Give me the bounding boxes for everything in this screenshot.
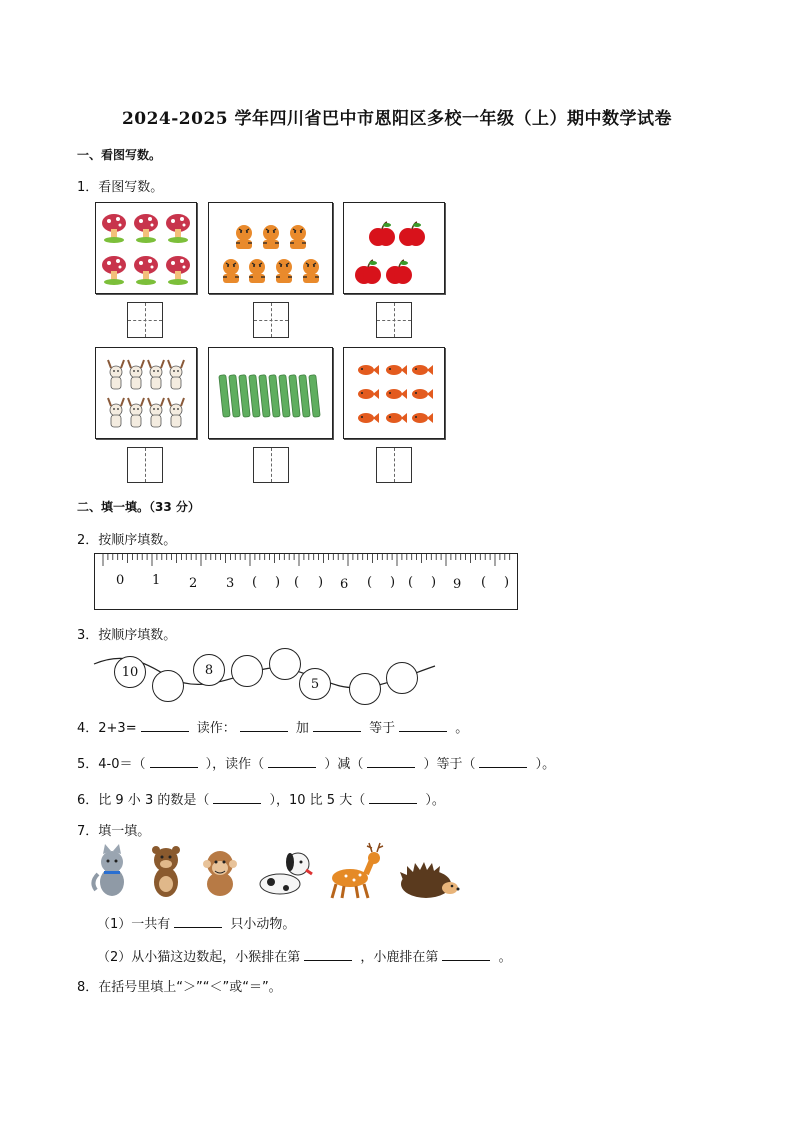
answer-blank[interactable]: [213, 791, 261, 804]
q7-1-part: （1）一共有: [97, 917, 171, 932]
cat-icon: [93, 844, 124, 896]
q7-2-part: ，小鹿排在第: [360, 950, 439, 965]
question-7-2: [97, 946, 512, 965]
monkey-icon: [203, 851, 237, 896]
question-1: 1．看图写数。: [77, 180, 164, 195]
answer-blank[interactable]: [141, 719, 189, 732]
question-2: 2．按顺序填数。: [77, 533, 177, 548]
answer-box-4[interactable]: [127, 447, 163, 483]
picture-apples: [343, 202, 445, 294]
hedgehog-icon: [400, 862, 460, 898]
answer-blank[interactable]: [313, 719, 361, 732]
q4-read-label: 读作：: [196, 721, 236, 736]
q5-part: ）。: [535, 757, 556, 772]
question-4: [77, 717, 468, 736]
ruler-label: 2: [189, 576, 198, 591]
answer-box-2[interactable]: [253, 302, 289, 338]
sequence-circle[interactable]: [231, 655, 263, 687]
ruler-blank-close: ): [275, 575, 281, 590]
question-7-1: [97, 913, 295, 932]
page-title: 2024-2025 学年四川省巴中市恩阳区多校一年级（上）期中数学试卷: [121, 109, 673, 129]
q4-period: 。: [455, 721, 469, 736]
q5-part: 5．4-0＝（: [77, 757, 146, 772]
q4-equals: 等于: [369, 721, 396, 736]
answer-blank[interactable]: [442, 948, 490, 961]
ruler-label: 0: [116, 573, 125, 588]
dog-icon: [260, 853, 312, 894]
question-7: 7．填一填。: [77, 824, 151, 839]
dog-icons: [96, 348, 196, 438]
sequence-circle[interactable]: [386, 662, 418, 694]
q7-2-part: 。: [498, 950, 512, 965]
q4-plus: 加: [295, 721, 309, 736]
answer-box-3[interactable]: [376, 302, 412, 338]
answer-box-5[interactable]: [253, 447, 289, 483]
bear-icon: [152, 846, 180, 897]
question-5: [77, 753, 555, 772]
answer-blank[interactable]: [240, 719, 288, 732]
answer-blank[interactable]: [174, 915, 222, 928]
sequence-circle[interactable]: [269, 648, 301, 680]
stick-icons: [209, 348, 332, 438]
q5-part: ），读作（: [205, 757, 265, 772]
ruler-blank-close: ): [318, 575, 324, 590]
sequence-circle[interactable]: 10: [114, 656, 146, 688]
question-8: 8．在括号里填上“＞”“＜”或“＝”。: [77, 980, 282, 995]
number-ruler: [94, 553, 518, 610]
answer-blank[interactable]: [304, 948, 352, 961]
answer-blank[interactable]: [399, 719, 447, 732]
tiger-icons: [209, 203, 332, 293]
answer-blank[interactable]: [150, 755, 198, 768]
answer-box-1[interactable]: [127, 302, 163, 338]
ruler-label: 9: [453, 577, 462, 592]
picture-fish: [343, 347, 445, 439]
ruler-blank-open: (: [294, 575, 300, 590]
picture-dogs: [95, 347, 197, 439]
ruler-blank-close: ): [504, 575, 510, 590]
answer-blank[interactable]: [268, 755, 316, 768]
picture-sticks: [208, 347, 333, 439]
answer-box-6[interactable]: [376, 447, 412, 483]
section-heading-2: 二、填一填。（33 分）: [77, 500, 200, 514]
picture-mushrooms: [95, 202, 197, 294]
ruler-blank-close: ): [431, 575, 437, 590]
fish-icons: [344, 348, 444, 438]
sequence-circle[interactable]: [349, 673, 381, 705]
deer-icon: [332, 843, 383, 898]
ruler-label: 3: [226, 576, 235, 591]
animals-row: [88, 840, 468, 902]
apple-icons: [344, 203, 444, 293]
ruler-blank-open: (: [367, 575, 373, 590]
answer-blank[interactable]: [479, 755, 527, 768]
sequence-circle[interactable]: 5: [299, 668, 331, 700]
q5-part: ）等于（: [423, 757, 476, 772]
ruler-blank-open: (: [481, 575, 487, 590]
ruler-blank-close: ): [390, 575, 396, 590]
answer-blank[interactable]: [369, 791, 417, 804]
sequence-circle[interactable]: 8: [193, 654, 225, 686]
section-heading-1: 一、看图写数。: [77, 148, 162, 162]
ruler-label: 6: [340, 577, 349, 592]
picture-tigers: [208, 202, 333, 294]
sequence-circle[interactable]: [152, 670, 184, 702]
q5-part: ）减（: [324, 757, 364, 772]
answer-blank[interactable]: [367, 755, 415, 768]
ruler-label: 1: [152, 573, 161, 588]
q7-1-part: 只小动物。: [230, 917, 296, 932]
mushroom-icons: [96, 203, 196, 293]
q6-part: ）。: [425, 793, 445, 808]
q6-part: ），10 比 5 大（: [269, 793, 366, 808]
ruler-blank-open: (: [252, 575, 258, 590]
q4-expression: 4．2+3=: [77, 721, 137, 736]
ruler-ticks: [95, 554, 517, 570]
ruler-blank-open: (: [408, 575, 414, 590]
question-3: 3．按顺序填数。: [77, 628, 177, 643]
q6-part: 6．比 9 小 3 的数是（: [77, 793, 210, 808]
question-6: [77, 789, 445, 808]
q7-2-part: （2）从小猫这边数起，小猴排在第: [97, 950, 301, 965]
